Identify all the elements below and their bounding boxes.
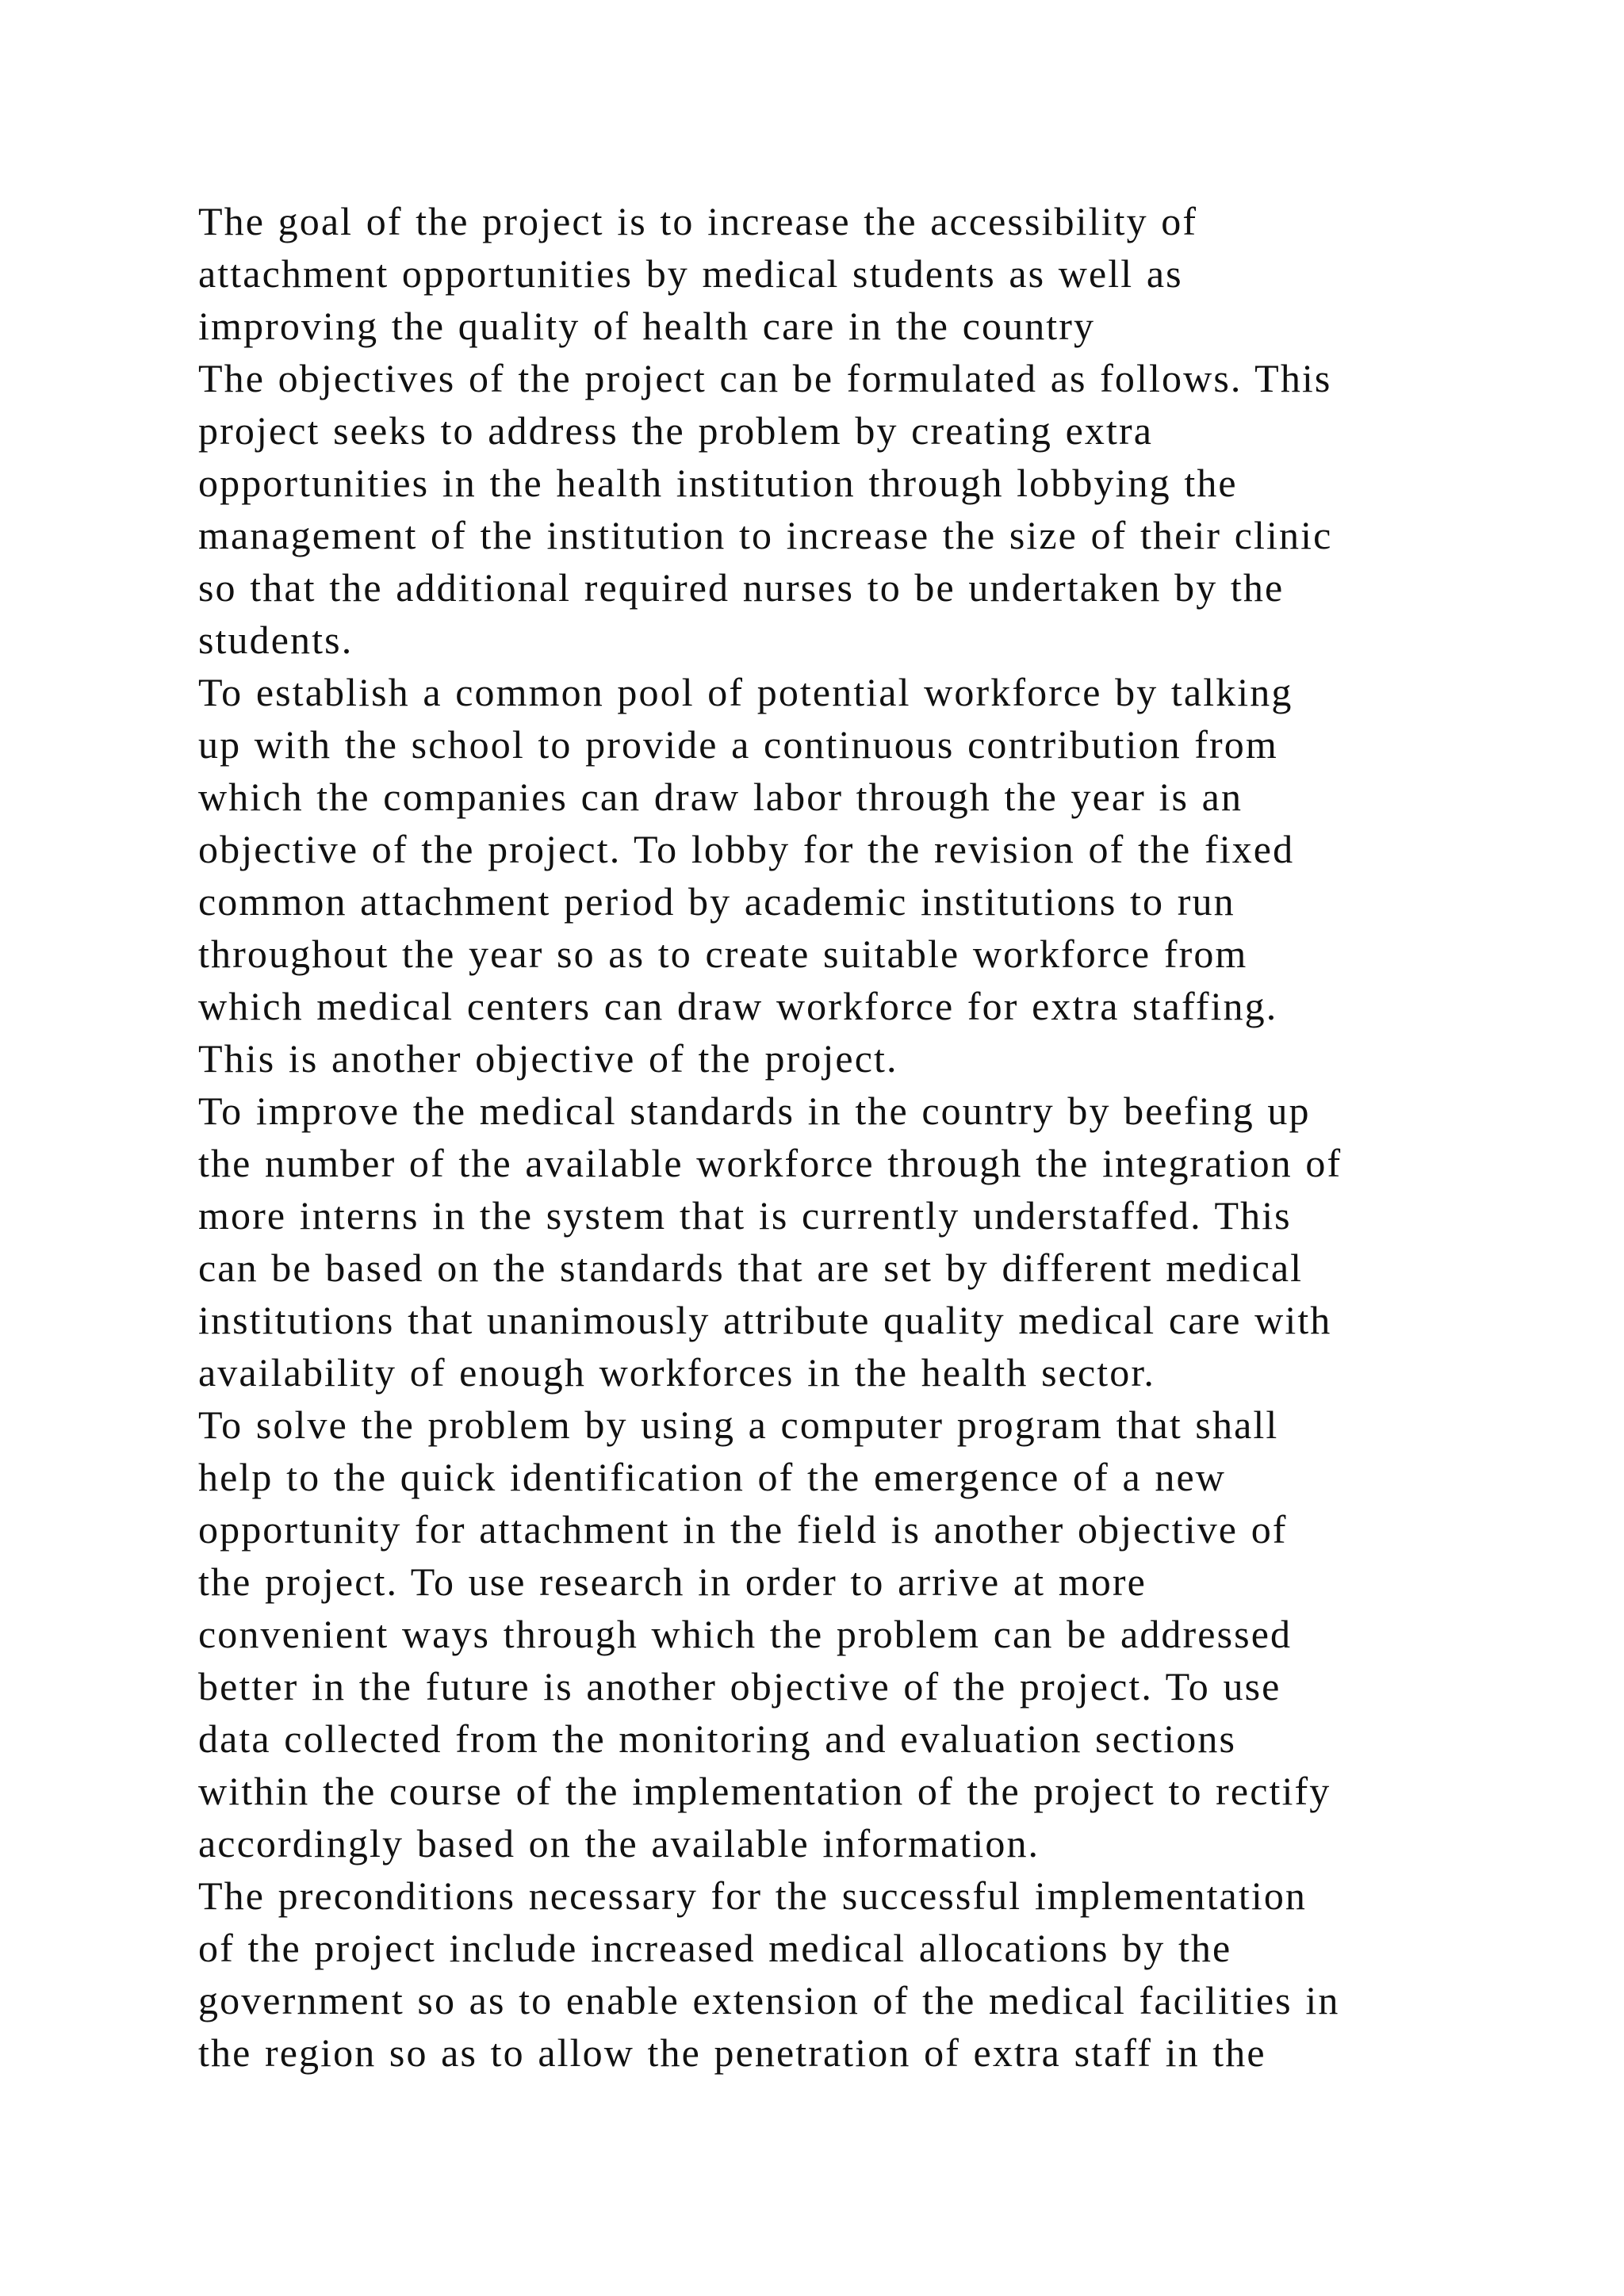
text-line: of the project include increased medical allocations by the [198, 1926, 1232, 1970]
text-line: the number of the available workforce through the integration of [198, 1141, 1342, 1185]
text-line: up with the school to provide a continuous contribution from [198, 722, 1278, 767]
text-line: common attachment period by academic institutions to run [198, 879, 1235, 924]
text-line: better in the future is another objective of the project. To use [198, 1664, 1281, 1709]
text-line: institutions that unanimously attribute quality medical care with [198, 1298, 1332, 1342]
text-line: availability of enough workforces in the health sector. [198, 1350, 1155, 1395]
text-line: The preconditions necessary for the successful implementation [198, 1873, 1308, 1918]
text-line: which the companies can draw labor through the year is an [198, 775, 1243, 819]
text-line: attachment opportunities by medical students as well as [198, 251, 1183, 296]
text-line: The objectives of the project can be formulated as follows. This [198, 356, 1332, 400]
text-line: help to the quick identification of the emergence of a new [198, 1455, 1226, 1499]
text-line: the project. To use research in order to arrive at more [198, 1559, 1147, 1604]
text-line: opportunity for attachment in the field is another objective of [198, 1507, 1288, 1552]
text-line: project seeks to address the problem by creating extra [198, 408, 1154, 453]
text-line: so that the additional required nurses to be undertaken by the [198, 565, 1285, 610]
text-line: management of the institution to increase the size of their clinic [198, 513, 1333, 557]
text-line: To solve the problem by using a computer program that shall [198, 1402, 1279, 1447]
text-line: objective of the project. To lobby for the revision of the fixed [198, 827, 1295, 871]
text-line: which medical centers can draw workforce for extra staffing. [198, 984, 1278, 1028]
text-line: data collected from the monitoring and evaluation sections [198, 1716, 1237, 1761]
body-text [198, 195, 1499, 2079]
text-line: the region so as to allow the penetration of extra staff in the [198, 2030, 1266, 2075]
text-line: opportunities in the health institution through lobbying the [198, 461, 1238, 505]
text-line: This is another objective of the project. [198, 1036, 898, 1081]
text-line: more interns in the system that is currently understaffed. This [198, 1193, 1292, 1238]
text-line: convenient ways through which the problem can be addressed [198, 1612, 1293, 1656]
text-line: within the course of the implementation of the project to rectify [198, 1769, 1331, 1813]
text-line: improving the quality of health care in the country [198, 304, 1096, 348]
text-line: To establish a common pool of potential workforce by talking [198, 670, 1293, 714]
text-line: accordingly based on the available information. [198, 1821, 1040, 1866]
text-line: To improve the medical standards in the country by beefing up [198, 1089, 1311, 1133]
text-line: throughout the year so as to create suitable workforce from [198, 932, 1248, 976]
text-line: government so as to enable extension of the medical facilities in [198, 1978, 1340, 2022]
text-line: The goal of the project is to increase the accessibility of [198, 199, 1198, 243]
text-line: can be based on the standards that are set by different medical [198, 1246, 1304, 1290]
text-line: students. [198, 618, 354, 662]
